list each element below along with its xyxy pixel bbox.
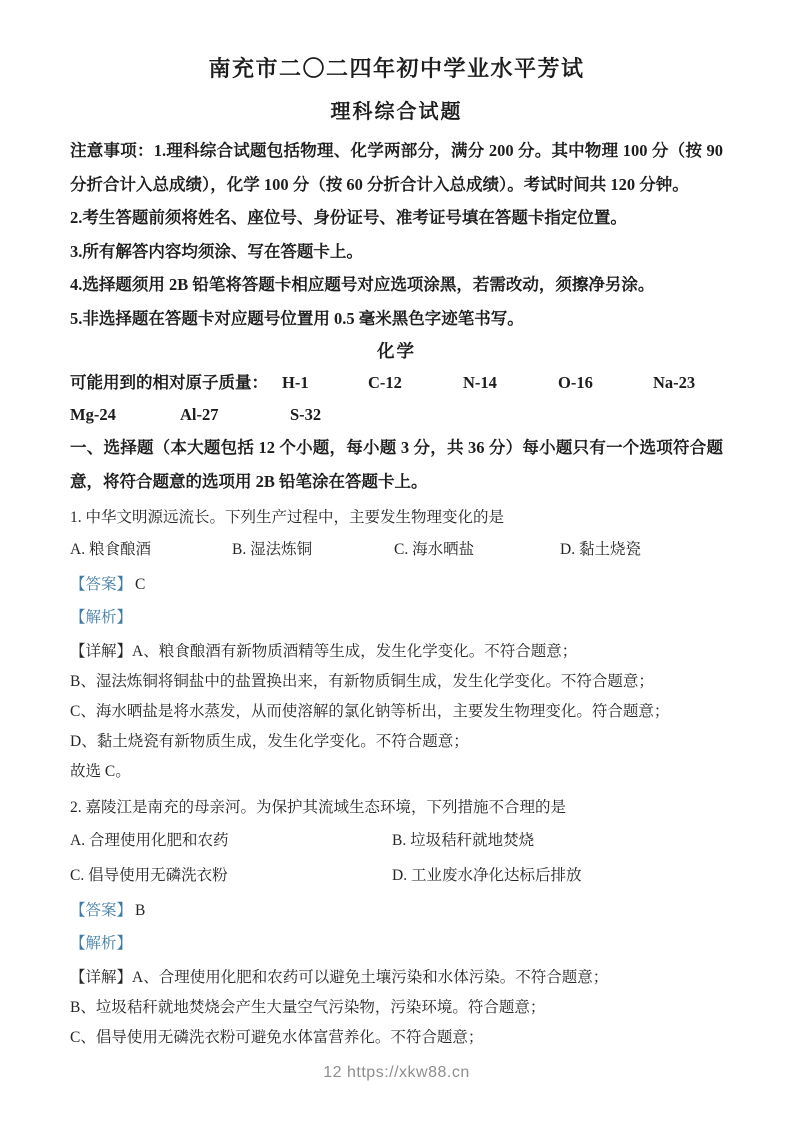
question-1-option-d: D. 黏土烧瓷 <box>560 541 641 558</box>
answer-label: 【答案】 <box>70 902 133 919</box>
question-2-option-c: C. 倡导使用无磷洗衣粉 <box>70 867 228 884</box>
question-2-options <box>70 823 723 893</box>
question-2-detail-c: C、倡导使用无磷洗衣粉可避免水体富营养化。不符合题意； <box>70 1029 484 1046</box>
notice-item-1: 注意事项：1.理科综合试题包括物理、化学两部分，满分 200 分。其中物理 100 分（按 90 分折合计入总成绩），化学 100 分（按 60 分折合计入总成绩）。考试时间共 120 分钟。 <box>70 141 723 194</box>
question-1-stem: 1. 中华文明源远流长。下列生产过程中，主要发生物理变化的是 <box>70 509 505 526</box>
question-1-detail-d: D、黏土烧瓷有新物质生成，发生化学变化。不符合题意； <box>70 733 469 750</box>
question-1-detail-c: C、海水晒盐是将水蒸发，从而使溶解的氯化钠等析出，主要发生物理变化。符合题意； <box>70 703 670 720</box>
notice-item-5: 5.非选择题在答题卡对应题号位置用 0.5 毫米黑色字迹笔书写。 <box>70 308 524 328</box>
answer-value: C <box>135 576 146 593</box>
question-1-answer-line <box>70 569 723 600</box>
question-1-detail-a <box>70 637 723 667</box>
detail-text: A、粮食酿酒有新物质酒精等生成，发生化学变化。不符合题意； <box>132 643 578 660</box>
question-1-option-b: B. 湿法炼铜 <box>232 541 313 558</box>
notice-item-2: 2.考生答题前须将姓名、座位号、身份证号、准考证号填在答题卡指定位置。 <box>70 208 627 227</box>
answer-value: B <box>135 902 146 919</box>
question-2-option-a: A. 合理使用化肥和农药 <box>70 832 229 849</box>
analysis-label: 【解析】 <box>70 935 133 952</box>
question-1-conclusion: 故选 C。 <box>70 763 131 780</box>
doc-subtitle: 理科综合试题 <box>330 101 463 123</box>
question-2-option-b: B. 垃圾秸秆就地焚烧 <box>392 832 535 849</box>
question-2-analysis-line <box>70 928 723 959</box>
atomic-mass-O: O-16 <box>558 373 593 392</box>
atomic-mass-Na: Na-23 <box>653 373 696 392</box>
question-2-answer-line <box>70 895 723 926</box>
detail-text: A、合理使用化肥和农药可以避免土壤污染和水体污染。不符合题意； <box>132 969 609 986</box>
part-one-heading: 一、选择题（本大题包括 12 个小题，每小题 3 分，共 36 分）每小题只有一个选项符合题意，将符合题意的选项用 2B 铅笔涂在答题卡上。 <box>70 438 723 491</box>
question-2-option-d: D. 工业废水净化达标后排放 <box>392 867 582 884</box>
question-1-detail-b: B、湿法炼铜将铜盐中的盐置换出来，有新物质铜生成，发生化学变化。不符合题意； <box>70 673 654 690</box>
question-2-detail-a <box>70 963 723 993</box>
question-1-analysis-line <box>70 602 723 633</box>
detail-label: 【详解】 <box>70 969 133 986</box>
atomic-mass-row-1 <box>70 367 723 399</box>
question-2-detail-b: B、垃圾秸秆就地焚烧会产生大量空气污染物，污染环境。符合题意； <box>70 999 546 1016</box>
question-1-option-c: C. 海水晒盐 <box>394 541 475 558</box>
answer-label: 【答案】 <box>70 576 133 593</box>
detail-label: 【详解】 <box>70 643 133 660</box>
notice-item-4: 4.选择题须用 2B 铅笔将答题卡相应题号对应选项涂黑，若需改动，须擦净另涂。 <box>70 275 655 294</box>
atomic-mass-label: 可能用到的相对原子质量： <box>70 373 268 392</box>
atomic-mass-row-2 <box>70 399 723 431</box>
section-heading-chemistry: 化学 <box>377 341 416 361</box>
question-1-options <box>70 533 723 567</box>
atomic-mass-N: N-14 <box>463 373 497 392</box>
analysis-label: 【解析】 <box>70 609 133 626</box>
footer-page-info: 12 https://xkw88.cn <box>323 1064 470 1081</box>
notice-item-3: 3.所有解答内容均须涂、写在答题卡上。 <box>70 241 363 261</box>
question-1-option-a: A. 粮食酿酒 <box>70 541 151 558</box>
atomic-mass-H: H-1 <box>282 373 309 392</box>
page-title: 南充市二〇二四年初中学业水平芳试 <box>208 56 585 81</box>
atomic-mass-Mg: Mg-24 <box>70 405 116 424</box>
question-2-stem: 2. 嘉陵江是南充的母亲河。为保护其流域生态环境，下列措施不合理的是 <box>70 799 567 816</box>
atomic-mass-Al: Al-27 <box>180 405 219 424</box>
atomic-mass-C: C-12 <box>368 373 402 392</box>
atomic-mass-S: S-32 <box>290 405 322 424</box>
